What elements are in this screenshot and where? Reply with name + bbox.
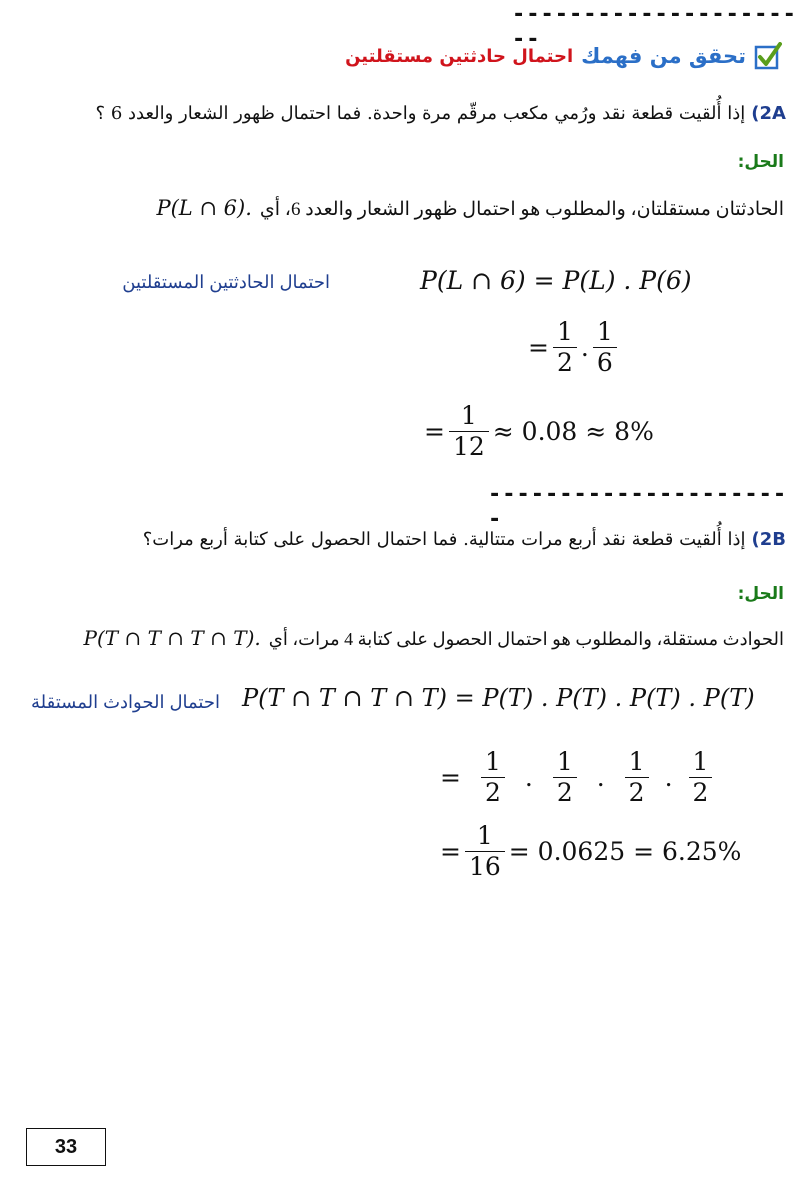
equation-2a-line1: P(L ∩ 6) = P(L) . P(6) [420, 266, 692, 295]
check-understanding-label: تحقق من فهمك [581, 44, 746, 68]
fraction-1-2: $\frac{1}{2}$ [689, 748, 713, 808]
explanation-2b-text: الحوادث مستقلة، والمطلوب هو احتمال الحصول على كتابة 4 مرات، أي [268, 629, 784, 649]
result-2a: ≈ 0.08 ≈ 8% [492, 417, 654, 447]
question-2b-label: 2B) [751, 529, 786, 550]
equals-sign: = [440, 763, 461, 793]
fraction-1-16: $\frac{1}{16}$ [465, 822, 505, 882]
equation-2b-line3 [440, 822, 741, 882]
question-2a-text: إذا أُلقيت قطعة نقد ورُمي مكعب مرقّم مرة واحدة. فما احتمال ظهور الشعار والعدد 6 ؟ [95, 103, 746, 124]
explanation-2a [156, 196, 784, 221]
checkbox-icon [754, 42, 782, 70]
dot-operator: . [524, 763, 533, 793]
solution-2a-label: الحل: [737, 152, 784, 172]
explanation-2b-math: P(T ∩ T ∩ T ∩ T). [83, 626, 261, 650]
equation-2b-line2 [440, 748, 716, 808]
section-title: احتمال حادثتين مستقلتين [345, 45, 574, 67]
top-divider: ---------------------- [512, 2, 797, 52]
equals-sign: = [528, 333, 549, 363]
dot-operator: . [664, 763, 673, 793]
fraction-1-2: $\frac{1}{2}$ [553, 748, 577, 808]
result-2b: = 0.0625 = 6.25% [508, 837, 742, 867]
explanation-2b [84, 626, 784, 650]
page-number: 33 [26, 1128, 106, 1166]
fraction-1-2: $\frac{1}{2}$ [625, 748, 649, 808]
equals-sign: = [424, 417, 445, 447]
equation-2a-line3 [424, 402, 654, 462]
dot-operator: . [580, 333, 589, 363]
equals-sign: = [440, 837, 461, 867]
fraction-1-2: $\frac{1}{2}$ [481, 748, 505, 808]
note-2b: احتمال الحوادث المستقلة [31, 692, 220, 712]
question-2a-label: 2A) [751, 103, 786, 124]
solution-2b-label: الحل: [737, 584, 784, 604]
middle-divider: ---------------------- [488, 482, 788, 532]
dot-operator: . [596, 763, 605, 793]
equation-2a-line2 [528, 318, 621, 378]
question-2b-text: إذا أُلقيت قطعة نقد أربع مرات متتالية. فما احتمال الحصول على كتابة أربع مرات؟ [142, 529, 746, 550]
question-2a [96, 103, 786, 124]
explanation-2a-text: الحادثتان مستقلتان، والمطلوب هو احتمال ظهور الشعار والعدد 6، أي [259, 199, 784, 220]
fraction-1-12: $\frac{1}{12}$ [449, 402, 489, 462]
explanation-2a-math: P(L ∩ 6). [156, 196, 252, 220]
fraction-1-6: $\frac{1}{6}$ [593, 318, 617, 378]
question-2b [143, 529, 786, 550]
equation-2b-line1: P(T ∩ T ∩ T ∩ T) = P(T) . P(T) . P(T) . P(T) [242, 684, 755, 712]
note-2a: احتمال الحادثتين المستقلتين [122, 272, 330, 292]
fraction-1-2: $\frac{1}{2}$ [553, 318, 577, 378]
section-header [345, 42, 782, 70]
